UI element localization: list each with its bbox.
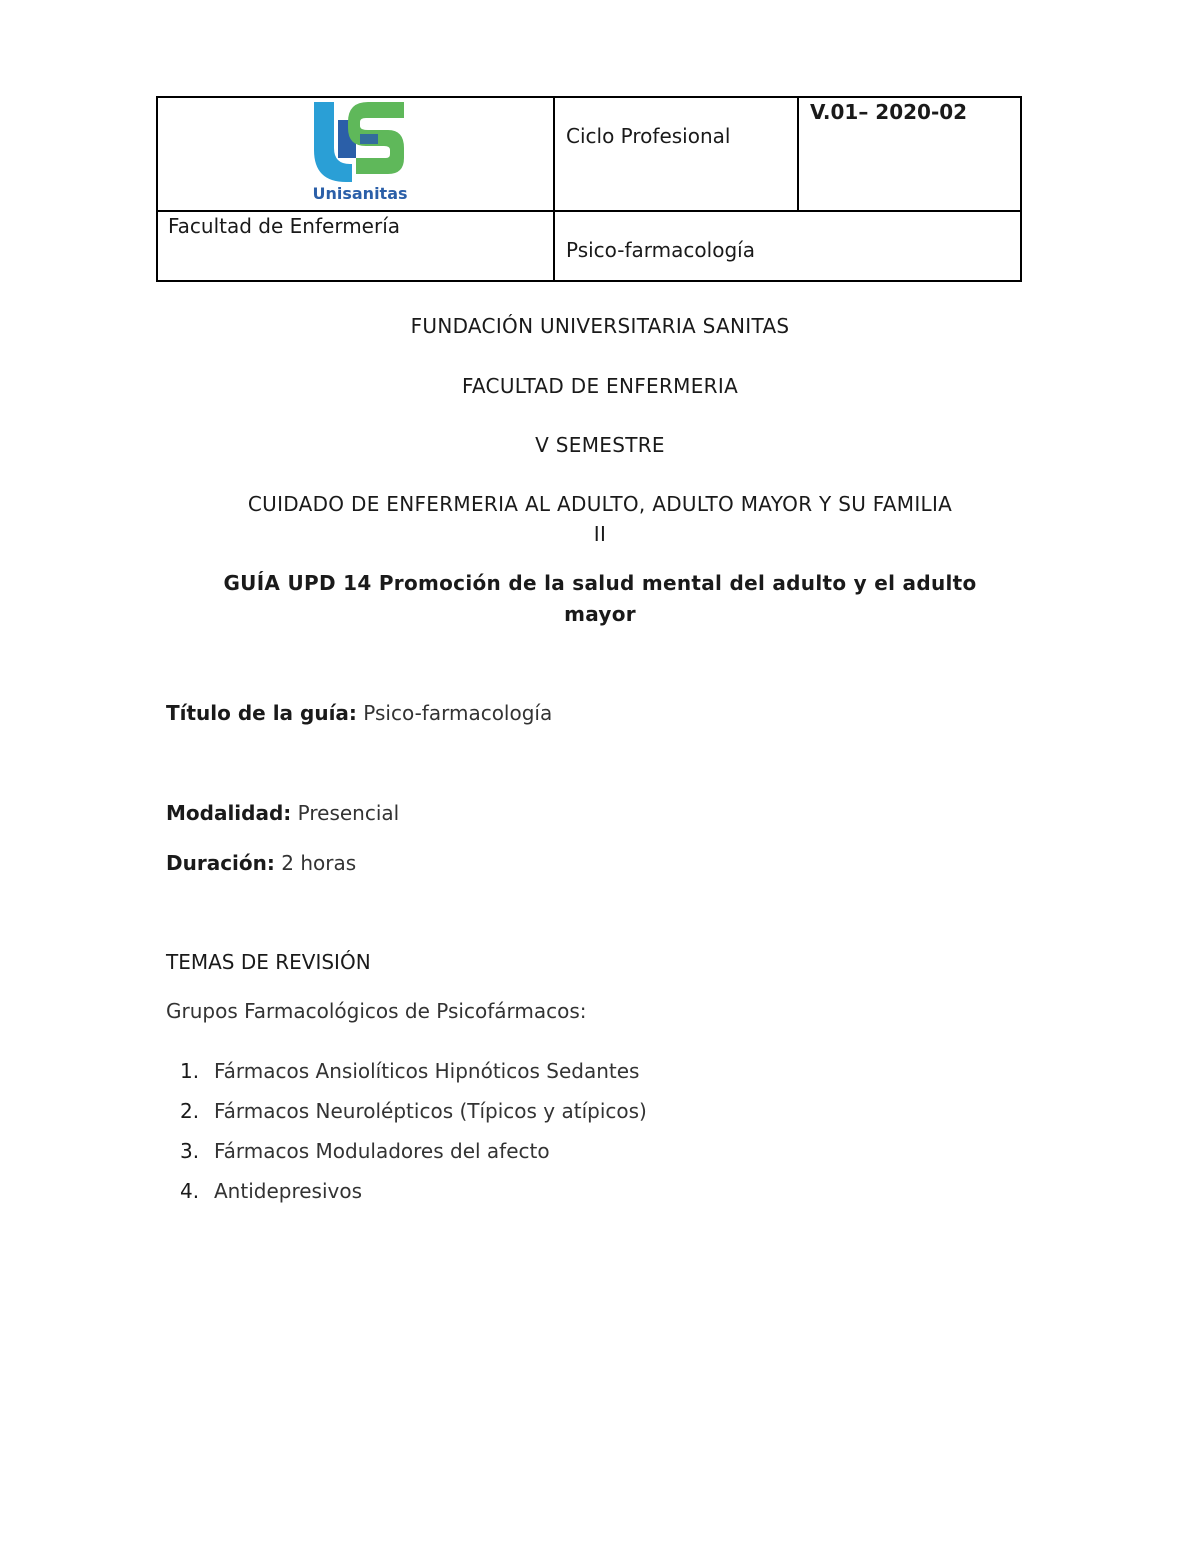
foundation-title: FUNDACIÓN UNIVERSITARIA SANITAS bbox=[410, 314, 790, 338]
list-item bbox=[166, 1096, 647, 1136]
guide-title-line1: GUÍA UPD 14 Promoción de la salud mental del adulto y el adulto bbox=[223, 571, 977, 595]
guide-title-row bbox=[166, 701, 552, 725]
logo-text: Unisanitas bbox=[312, 184, 408, 203]
duration-row bbox=[166, 851, 356, 875]
modality-label: Modalidad: bbox=[166, 801, 292, 825]
list-item-text: Antidepresivos bbox=[214, 1179, 363, 1203]
list-item-number: 4. bbox=[180, 1179, 200, 1203]
unisanitas-logo bbox=[308, 100, 412, 204]
semester-title: V SEMESTRE bbox=[535, 433, 665, 457]
duration-value: 2 horas bbox=[281, 851, 357, 875]
faculty-title: FACULTAD DE ENFERMERIA bbox=[461, 374, 739, 398]
header-table bbox=[156, 96, 1022, 282]
topics-intro: Grupos Farmacológicos de Psicofármacos: bbox=[166, 999, 587, 1023]
list-item-text: Fármacos Neurolépticos (Típicos y atípicos) bbox=[214, 1099, 647, 1123]
guide-title-value: Psico-farmacología bbox=[363, 701, 553, 725]
table-divider bbox=[797, 98, 799, 212]
modality-row bbox=[166, 801, 399, 825]
topics-heading: TEMAS DE REVISIÓN bbox=[166, 950, 371, 974]
subject-label: Psico-farmacología bbox=[566, 238, 755, 262]
list-item bbox=[166, 1136, 647, 1176]
version-label: V.01– 2020-02 bbox=[810, 100, 968, 124]
list-item-number: 1. bbox=[180, 1059, 200, 1083]
duration-label: Duración: bbox=[166, 851, 275, 875]
guide-title-line2: mayor bbox=[564, 602, 636, 626]
course-title-line1: CUIDADO DE ENFERMERIA AL ADULTO, ADULTO MAYOR Y SU FAMILIA bbox=[247, 492, 953, 516]
guide-title-label: Título de la guía: bbox=[166, 701, 357, 725]
faculty-label: Facultad de Enfermería bbox=[168, 214, 401, 238]
list-item-number: 2. bbox=[180, 1099, 200, 1123]
cycle-label: Ciclo Profesional bbox=[566, 124, 731, 148]
course-title-line2: II bbox=[593, 522, 607, 546]
logo-mark-icon bbox=[308, 100, 412, 186]
table-divider bbox=[553, 98, 555, 280]
list-item bbox=[166, 1056, 647, 1096]
modality-value: Presencial bbox=[297, 801, 400, 825]
list-item bbox=[166, 1176, 647, 1216]
topics-list bbox=[166, 1056, 647, 1216]
list-item-number: 3. bbox=[180, 1139, 200, 1163]
list-item-text: Fármacos Moduladores del afecto bbox=[214, 1139, 550, 1163]
list-item-text: Fármacos Ansiolíticos Hipnóticos Sedantes bbox=[214, 1059, 640, 1083]
table-divider bbox=[158, 210, 1020, 212]
